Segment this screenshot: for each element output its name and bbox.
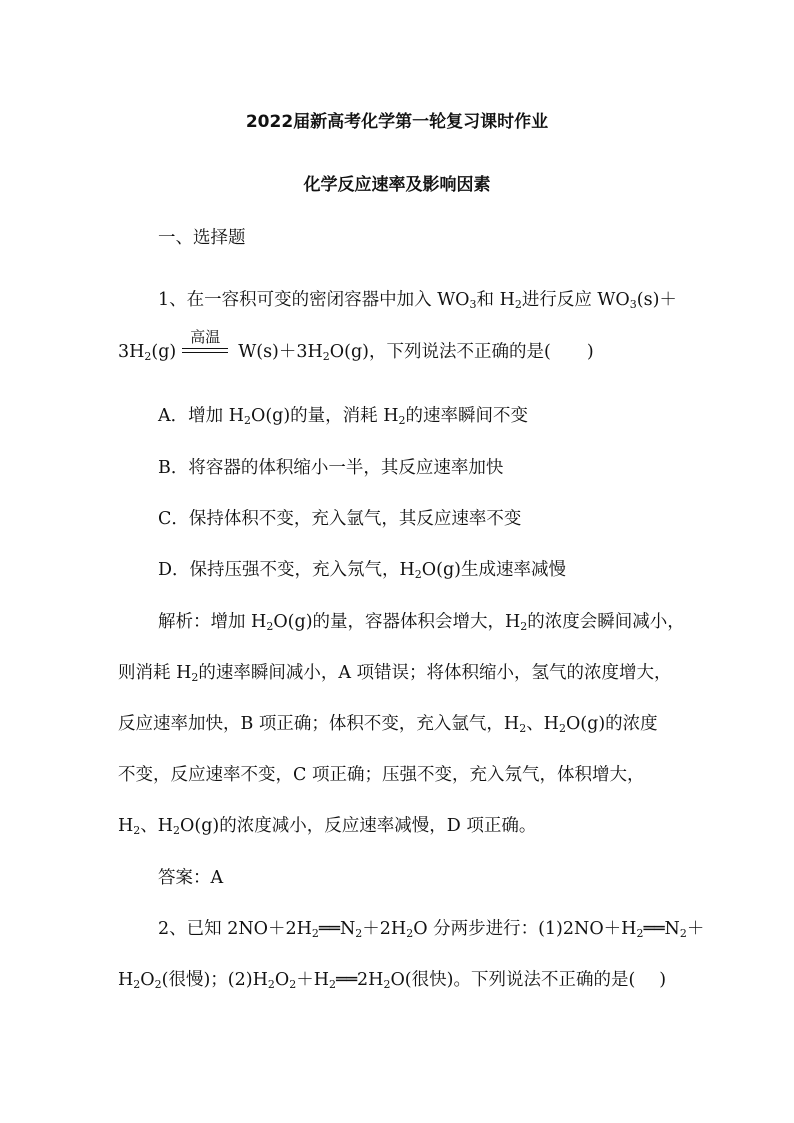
q1-analysis-line2: 则消耗 $H_2$的速率瞬间减小，A 项错误；将体积缩小，氢气的浓度增大，	[118, 663, 672, 684]
reaction-condition-label: 高温	[190, 327, 221, 346]
q1-analysis-line1: 解析：增加 $H_2O(g)$的量，容器体积会增大，$H_2$的浓度会瞬间减小，	[158, 612, 685, 633]
section-heading: 一、选择题	[158, 228, 246, 248]
q1-analysis-line3: 反应速率加快，B 项正确；体积不变，充入氩气，$H_2$、$H_2O(g)$的浓度	[118, 714, 658, 735]
q1-option-a: A．增加 $H_2O(g)$的量，消耗 $H_2$的速率瞬间不变	[158, 406, 528, 427]
q1-analysis-line5: $H_2$、$H_2O(g)$的浓度减小，反应速率减慢，D 项正确。	[118, 816, 537, 837]
document-subtitle: 化学反应速率及影响因素	[303, 175, 491, 195]
q1-analysis-line4: 不变，反应速率不变，C 项正确；压强不变，充入氖气，体积增大，	[118, 765, 645, 785]
q1-option-d: D．保持压强不变，充入氖气，$H_2O(g)$生成速率减慢	[158, 560, 567, 581]
document-title: 2022届新高考化学第一轮复习课时作业	[245, 112, 549, 132]
q2-stem-line1: 2、已知 $2NO+2H_2══N_2+2H_2O$ 分两步进行：$(1)2NO+H_2══N_2+$	[158, 919, 705, 940]
reaction-condition-arrow	[182, 327, 228, 365]
q2-stem-line2: $H_2O_2$(很慢)；$(2)H_2O_2+H_2══2H_2O$(很快)。下列说法不正确的是( )	[118, 970, 667, 991]
q1-answer: 答案：A	[158, 868, 224, 888]
q1-stem-line1: 1、在一容积可变的密闭容器中加入 $WO_3$和 $H_2$进行反应 $WO_3(s)+$	[158, 290, 677, 311]
q1-option-b: B．将容器的体积缩小一半，其反应速率加快	[158, 458, 504, 478]
q1-option-c: C．保持体积不变，充入氩气，其反应速率不变	[158, 509, 522, 529]
q1-equation-line: $3H_2(g)$ 高温 $W(s)+3H_2O(g)$，下列说法不正确的是( )	[118, 340, 594, 365]
